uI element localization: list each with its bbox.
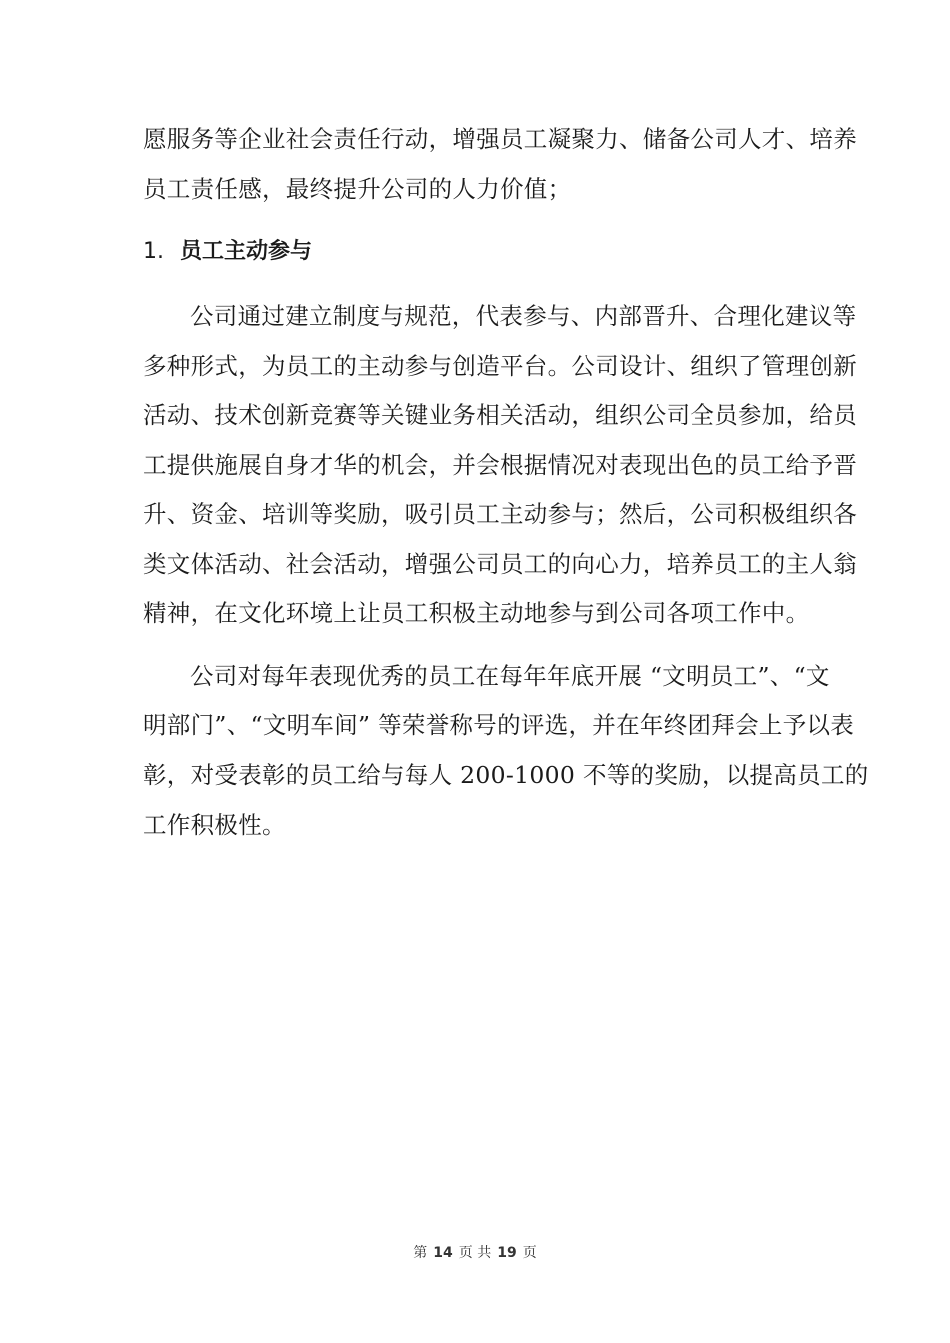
text-line: 多种形式，为员工的主动参与创造平台。公司设计、组织了管理创新 bbox=[143, 352, 857, 380]
footer-middle: 页 共 bbox=[458, 1245, 492, 1261]
footer-suffix: 页 bbox=[522, 1245, 537, 1261]
text-line: 工作积极性。 bbox=[143, 811, 286, 839]
text-line: 明部门”、“文明车间” 等荣誉称号的评选，并在年终团拜会上予以表 bbox=[143, 711, 855, 739]
text-line: 员工责任感，最终提升公司的人力价值； bbox=[143, 175, 572, 203]
section-title: 员工主动参与 bbox=[180, 239, 313, 264]
text-line: 公司对每年表现优秀的员工在每年年底开展 “文明员工”、“文 bbox=[190, 662, 830, 690]
total-pages-number: 19 bbox=[497, 1245, 517, 1261]
section-heading bbox=[143, 237, 312, 267]
page-footer bbox=[0, 1242, 950, 1262]
footer-prefix: 第 bbox=[413, 1245, 428, 1261]
text-line: 愿服务等企业社会责任行动，增强员工凝聚力、储备公司人才、培养 bbox=[143, 125, 857, 153]
section-number: 1. bbox=[143, 239, 164, 264]
current-page-number: 14 bbox=[433, 1245, 453, 1261]
text-line: 类文体活动、社会活动，增强公司员工的向心力，培养员工的主人翁 bbox=[143, 550, 857, 578]
text-line: 活动、技术创新竞赛等关键业务相关活动，组织公司全员参加，给员 bbox=[143, 401, 857, 429]
text-line: 精神，在文化环境上让员工积极主动地参与到公司各项工作中。 bbox=[143, 599, 810, 627]
text-line: 彰，对受表彰的员工给与每人 200-1000 不等的奖励，以提高员工的 bbox=[143, 761, 869, 789]
text-line: 公司通过建立制度与规范，代表参与、内部晋升、合理化建议等 bbox=[190, 302, 857, 330]
text-line: 升、资金、培训等奖励，吸引员工主动参与；然后，公司积极组织各 bbox=[143, 500, 857, 528]
text-line: 工提供施展自身才华的机会，并会根据情况对表现出色的员工给予晋 bbox=[143, 451, 857, 479]
